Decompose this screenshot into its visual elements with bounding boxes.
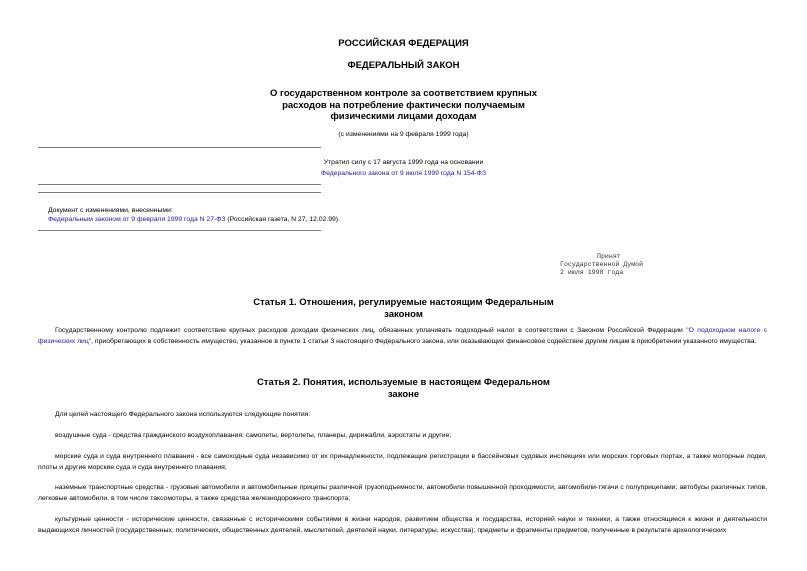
amending-law-link[interactable]: Федеральным законом от 9 февраля 1999 года N 27-ФЗ xyxy=(48,216,226,223)
expiry-text: Утратил силу с 17 августа 1999 года на основании xyxy=(323,159,484,166)
article-2-intro xyxy=(38,409,767,420)
article-title-line: законом xyxy=(384,308,423,320)
adoption-line: Принят xyxy=(597,253,621,260)
definition-item xyxy=(38,430,767,441)
definition-text: наземные транспортные средства - грузовые автомобили и автомобильные прицепы различной грузоподъемности, автомобили повышенной проходимости, автомобили-тягачи с полуприцепами; автобусы различных типов, легковые автомобили, в том числе таксомоторы, а также средства железнодорожного транспорта; xyxy=(38,484,767,503)
divider xyxy=(38,230,321,231)
definition-item xyxy=(38,482,767,504)
expiry-law-link[interactable]: Федерального закона от 9 июля 1999 года N 154-ФЗ xyxy=(320,170,487,177)
definition-item xyxy=(38,514,767,536)
law-title xyxy=(0,88,807,123)
article-2-intro-text: Для целей настоящего Федерального закона используются следующие понятия: xyxy=(55,411,311,418)
article-1-text: Государственному контролю подлежит соответствие крупных расходов доходам физических лиц, обязанных уплачивать подоходный налог в соответствии с Законом Российской Федерации xyxy=(55,327,687,334)
divider xyxy=(38,147,321,148)
article-title-line: Статья 1. Отношения, регулируемые настоящим Федеральным xyxy=(253,297,554,308)
country-heading: РОССИЙСКАЯ ФЕДЕРАЦИЯ xyxy=(338,38,469,49)
income-tax-law-link[interactable]: "О подоходном налоге с физических лиц" xyxy=(38,327,767,346)
article-1-text-end: , приобретающих в собственность имущество, указанное в пункте 1 статьи 3 настоящего Федерального закона, или оказывающих финансовое содействие другим лицам в приобретении указанного имущества. xyxy=(91,338,757,346)
article-title-line: законе xyxy=(387,388,420,400)
definition-text: воздушные суда - средства гражданского воздухоплавания: самолеты, вертолеты, планеры, дирижабли, аэростаты и другие; xyxy=(55,432,452,439)
publication-source: (Российская газета, N 27, 12.02.99). xyxy=(225,216,340,223)
amendment-note: (с изменениями на 9 февраля 1999 года) xyxy=(338,131,469,138)
law-title-line: О государственном контроле за соответствием крупных xyxy=(269,88,538,99)
article-1-title xyxy=(0,297,807,320)
law-title-line: расходов на потребление фактически получаемым xyxy=(282,99,525,111)
definition-text: морские суда и суда внутреннего плавания - все самоходные суда независимо от их принадлежности, подлежащие регистрации в бассейновых судовых инспекциях или морских торговых портах, а также моторные лодки, плоты и другие морские суда и суда внутреннего плавания; xyxy=(38,453,767,472)
changes-label: Документ с изменениями, внесенными: xyxy=(48,207,173,214)
adoption-line: Государственной Думой xyxy=(560,261,644,268)
divider xyxy=(38,192,321,193)
divider xyxy=(38,184,321,185)
document-type-heading: ФЕДЕРАЛЬНЫЙ ЗАКОН xyxy=(347,60,460,71)
definition-text: культурные ценности - исторические ценности, связанные с историческими событиями в жизни народов, развитием общества и государства, историей науки и техники, а также относящиеся к жизни и деятельности выдающихся личностей (государственных, политических, общественных деятелей, мыслителей, деятелей науки, литературы, искусства); предметы и фрагменты предметов, полученные в результате археологических xyxy=(38,516,767,535)
law-title-line: физическими лицами доходам xyxy=(330,111,477,122)
adoption-stamp xyxy=(560,253,643,277)
changes-line xyxy=(48,216,340,223)
article-2-title xyxy=(0,377,807,400)
definition-item xyxy=(38,451,767,473)
article-1-paragraph xyxy=(38,325,767,347)
adoption-line: 2 июля 1998 года xyxy=(560,269,624,276)
article-title-line: Статья 2. Понятия, используемые в настоящем Федеральном xyxy=(257,377,550,388)
